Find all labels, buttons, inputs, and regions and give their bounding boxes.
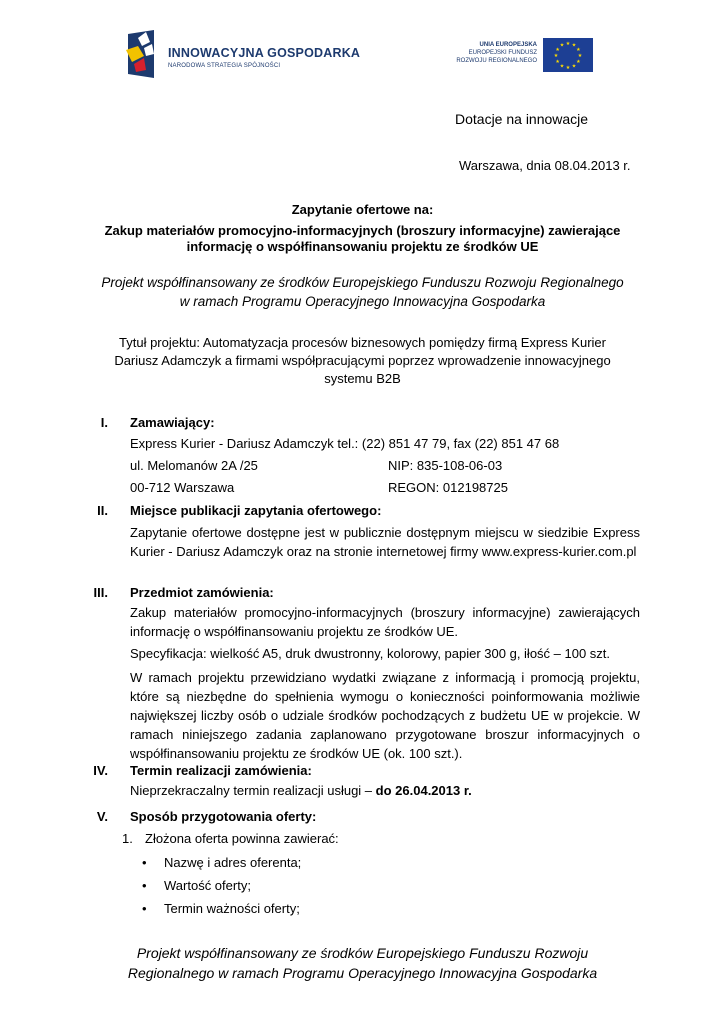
logo-subtitle: NARODOWA STRATEGIA SPÓJNOŚCI bbox=[168, 63, 281, 69]
bullet-item: Nazwę i adres oferenta; bbox=[164, 855, 302, 870]
section-number: I. bbox=[100, 415, 108, 430]
page-footer bbox=[60, 943, 665, 983]
project-title-line-2: Dariusz Adamczyk a firmami współpracującymi poprzez wprowadzenie innowacyjnego bbox=[114, 353, 611, 368]
list-item-number: 1. bbox=[122, 831, 133, 846]
footer-line-2: Regionalnego w ramach Programu Operacyjnego Innowacyjna Gospodarka bbox=[127, 965, 598, 981]
eu-line-1: UNIA EUROPEJSKA bbox=[479, 42, 537, 48]
cofinance-line-1: Projekt współfinansowany ze środków Europejskiego Funduszu Rozwoju Regionalnego bbox=[101, 275, 624, 290]
inquiry-subject-line-2: informację o współfinansowaniu projektu ze środków UE bbox=[186, 239, 539, 254]
section-specification: Specyfikacja: wielkość A5, druk dwustronny, kolorowy, papier 300 g, iłość – 100 szt. bbox=[130, 646, 611, 661]
section-heading: Miejsce publikacji zapytania ofertowego: bbox=[130, 503, 382, 518]
svg-text:★: ★ bbox=[571, 42, 577, 49]
company-city: 00-712 Warszawa bbox=[130, 480, 235, 495]
project-title-line-3: systemu B2B bbox=[324, 371, 401, 386]
program-name: Dotacje na innowacje bbox=[455, 111, 589, 127]
section-offer-preparation bbox=[82, 806, 642, 916]
svg-text:★: ★ bbox=[565, 41, 571, 47]
section-paragraph: Zakup materiałów promocyjno-informacyjnych (broszury informacyjne) zawierających informację o współfinansowaniu projektu ze środków UE. bbox=[130, 605, 640, 639]
eu-flag-icon bbox=[543, 38, 593, 72]
section-number: IV. bbox=[93, 763, 108, 778]
deadline-text: Nieprzekraczalny termin realizacji usługi – bbox=[130, 783, 373, 798]
section-publication-place bbox=[82, 500, 642, 580]
svg-text:★: ★ bbox=[576, 59, 581, 65]
section-paragraph: Zapytanie ofertowe dostępne jest w publicznie dostępnym miejscu w siedzibie Express Kurier - Dariusz Adamczyk oraz na stronie internetowej firmy www.express-kurier.com.pl bbox=[130, 525, 640, 559]
section-number: II. bbox=[97, 503, 108, 518]
company-nip: NIP: 835-108-06-03 bbox=[388, 458, 503, 473]
svg-text:★: ★ bbox=[576, 47, 581, 53]
bullet-item: Termin ważności oferty; bbox=[164, 901, 300, 916]
svg-text:★: ★ bbox=[559, 63, 565, 70]
list-item-text: Złożona oferta powinna zawierać: bbox=[145, 831, 339, 846]
cofinance-line-2: w ramach Programu Operacyjnego Innowacyjna Gospodarka bbox=[179, 294, 546, 309]
bullet-icon: • bbox=[142, 878, 147, 893]
svg-text:★: ★ bbox=[559, 42, 565, 49]
project-title-line-1: Tytuł projektu: Automatyzacja procesów biznesowych pomiędzy firmą Express Kurier bbox=[119, 335, 606, 350]
deadline-paragraph bbox=[130, 781, 640, 800]
section-heading: Sposób przygotowania oferty: bbox=[130, 809, 317, 824]
company-street: ul. Melomanów 2A /25 bbox=[130, 458, 258, 473]
document-date: Warszawa, dnia 08.04.2013 r. bbox=[459, 158, 631, 173]
section-heading: Termin realizacji zamówienia: bbox=[130, 763, 312, 778]
section-heading: Zamawiający: bbox=[130, 415, 215, 430]
footer-line-1: Projekt współfinansowany ze środków Europejskiego Funduszu Rozwoju bbox=[136, 945, 589, 961]
bullet-icon: • bbox=[142, 901, 147, 916]
svg-text:★: ★ bbox=[565, 65, 571, 71]
ordering-party-row bbox=[130, 433, 640, 454]
section-heading: Przedmiot zamówienia: bbox=[130, 585, 274, 600]
svg-text:★: ★ bbox=[571, 63, 577, 70]
deadline-date: do 26.04.2013 r. bbox=[375, 783, 472, 798]
logo-title: INNOWACYJNA GOSPODARKA bbox=[168, 46, 361, 60]
svg-text:★: ★ bbox=[555, 47, 560, 53]
company-contact: Express Kurier - Dariusz Adamczyk tel.: (22) 851 47 79, fax (22) 851 47 68 bbox=[130, 436, 560, 451]
section-number: V. bbox=[96, 809, 108, 824]
section-number: III. bbox=[93, 585, 108, 600]
bullet-icon: • bbox=[142, 855, 147, 870]
section-order-subject bbox=[82, 582, 642, 762]
svg-text:★: ★ bbox=[553, 53, 559, 59]
company-regon: REGON: 012198725 bbox=[388, 480, 508, 495]
eu-logo bbox=[440, 38, 595, 74]
section-deadline bbox=[82, 760, 642, 804]
inquiry-subject-line-1: Zakup materiałów promocyjno-informacyjnych (broszury informacyjne) zawierające bbox=[104, 223, 621, 238]
eu-line-3: ROZWOJU REGIONALNEGO bbox=[456, 58, 537, 64]
eu-logo-text bbox=[456, 41, 537, 65]
innowacyjna-gospodarka-logo bbox=[124, 28, 364, 84]
bullet-item: Wartość oferty; bbox=[164, 878, 251, 893]
eu-line-2: EUROPEJSKI FUNDUSZ bbox=[468, 50, 537, 56]
section-ordering-party bbox=[82, 412, 642, 502]
svg-text:★: ★ bbox=[577, 53, 583, 59]
inquiry-title: Zapytanie ofertowe na: bbox=[291, 202, 434, 217]
innowacyjna-gospodarka-icon bbox=[124, 28, 160, 80]
ordering-party-row bbox=[130, 455, 640, 476]
ordering-party-row bbox=[130, 477, 640, 498]
section-paragraph: W ramach projektu przewidziano wydatki związane z informacją i promocją projektu, które są niezbędne do spełnienia wymogu o konieczności poinformowania możliwie największej liczby osób o udziale środków pochodzących z budżetu UE w projekcie. W ramach niniejszego zadania zaplanowano przygotowane broszur informacyjnych o współfinansowaniu projektu ze środków UE (ok. 100 szt.). bbox=[130, 670, 640, 761]
svg-text:★: ★ bbox=[555, 59, 560, 65]
